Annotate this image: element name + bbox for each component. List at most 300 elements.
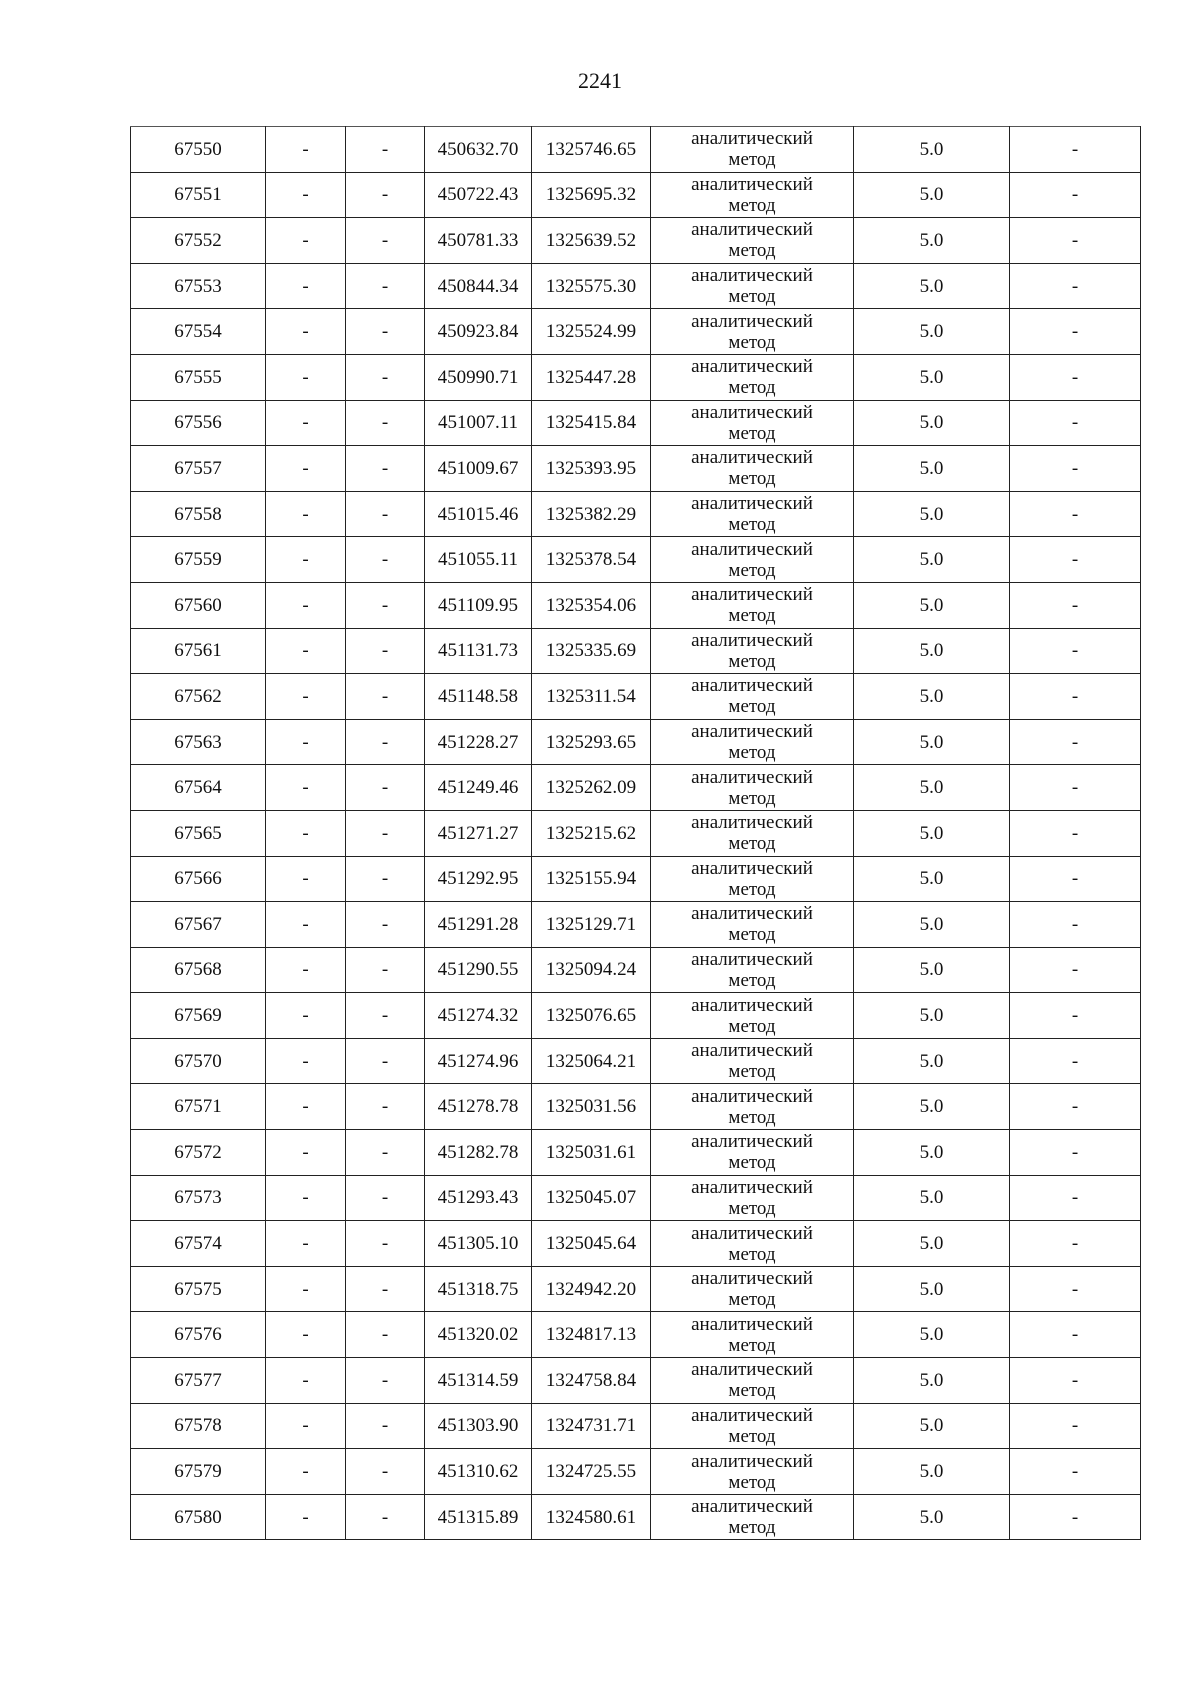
empty-value-cell: - <box>266 1358 346 1404</box>
empty-value-cell: - <box>1010 1175 1141 1221</box>
empty-value-cell: - <box>266 993 346 1039</box>
method-cell <box>651 1403 854 1449</box>
empty-value-cell: - <box>1010 1312 1141 1358</box>
empty-value-cell: - <box>1010 172 1141 218</box>
method-line-1: аналитический <box>691 173 813 195</box>
method-line-1: аналитический <box>691 948 813 970</box>
empty-value-cell: - <box>266 218 346 264</box>
y-coordinate-cell: 1325076.65 <box>532 993 651 1039</box>
y-coordinate-cell: 1325393.95 <box>532 446 651 492</box>
method-line-2: метод <box>728 377 776 399</box>
method-cell <box>651 1358 854 1404</box>
empty-value-cell: - <box>266 491 346 537</box>
accuracy-cell: 5.0 <box>854 1130 1010 1176</box>
y-coordinate-cell: 1325064.21 <box>532 1038 651 1084</box>
x-coordinate-cell: 451310.62 <box>425 1449 532 1495</box>
accuracy-cell: 5.0 <box>854 947 1010 993</box>
y-coordinate-cell: 1325335.69 <box>532 628 651 674</box>
table-row <box>131 537 1141 583</box>
method-line-1: аналитический <box>691 1359 813 1381</box>
empty-value-cell: - <box>346 1130 425 1176</box>
empty-value-cell: - <box>1010 537 1141 583</box>
method-cell <box>651 810 854 856</box>
empty-value-cell: - <box>1010 1266 1141 1312</box>
table-row <box>131 765 1141 811</box>
empty-value-cell: - <box>1010 947 1141 993</box>
table-row <box>131 719 1141 765</box>
table-row <box>131 810 1141 856</box>
x-coordinate-cell: 451228.27 <box>425 719 532 765</box>
method-cell <box>651 263 854 309</box>
x-coordinate-cell: 451007.11 <box>425 400 532 446</box>
empty-value-cell: - <box>1010 1038 1141 1084</box>
table-row <box>131 1312 1141 1358</box>
table-row <box>131 674 1141 720</box>
y-coordinate-cell: 1325293.65 <box>532 719 651 765</box>
empty-value-cell: - <box>346 354 425 400</box>
method-line-1: аналитический <box>691 766 813 788</box>
accuracy-cell: 5.0 <box>854 263 1010 309</box>
empty-value-cell: - <box>1010 354 1141 400</box>
empty-value-cell: - <box>1010 309 1141 355</box>
table-row <box>131 218 1141 264</box>
y-coordinate-cell: 1325746.65 <box>532 127 651 173</box>
point-number-cell: 67573 <box>131 1175 266 1221</box>
point-number-cell: 67574 <box>131 1221 266 1267</box>
empty-value-cell: - <box>1010 1358 1141 1404</box>
empty-value-cell: - <box>346 1084 425 1130</box>
point-number-cell: 67558 <box>131 491 266 537</box>
empty-value-cell: - <box>1010 446 1141 492</box>
x-coordinate-cell: 451291.28 <box>425 902 532 948</box>
method-line-2: метод <box>728 1243 776 1265</box>
x-coordinate-cell: 450844.34 <box>425 263 532 309</box>
empty-value-cell: - <box>1010 1130 1141 1176</box>
table-row <box>131 1175 1141 1221</box>
accuracy-cell: 5.0 <box>854 765 1010 811</box>
empty-value-cell: - <box>266 1221 346 1267</box>
empty-value-cell: - <box>346 1266 425 1312</box>
method-line-1: аналитический <box>691 675 813 697</box>
accuracy-cell: 5.0 <box>854 719 1010 765</box>
empty-value-cell: - <box>346 1494 425 1540</box>
x-coordinate-cell: 451148.58 <box>425 674 532 720</box>
method-line-2: метод <box>728 149 776 171</box>
empty-value-cell: - <box>266 263 346 309</box>
x-coordinate-cell: 451292.95 <box>425 856 532 902</box>
accuracy-cell: 5.0 <box>854 1494 1010 1540</box>
method-line-1: аналитический <box>691 629 813 651</box>
method-cell <box>651 1449 854 1495</box>
method-line-2: метод <box>728 422 776 444</box>
y-coordinate-cell: 1324942.20 <box>532 1266 651 1312</box>
empty-value-cell: - <box>346 172 425 218</box>
empty-value-cell: - <box>346 765 425 811</box>
empty-value-cell: - <box>266 400 346 446</box>
method-cell <box>651 1084 854 1130</box>
point-number-cell: 67569 <box>131 993 266 1039</box>
accuracy-cell: 5.0 <box>854 1449 1010 1495</box>
y-coordinate-cell: 1325031.61 <box>532 1130 651 1176</box>
method-cell <box>651 902 854 948</box>
method-line-2: метод <box>728 240 776 262</box>
empty-value-cell: - <box>266 765 346 811</box>
method-line-2: метод <box>728 514 776 536</box>
method-cell <box>651 765 854 811</box>
accuracy-cell: 5.0 <box>854 309 1010 355</box>
method-line-1: аналитический <box>691 1496 813 1518</box>
empty-value-cell: - <box>266 902 346 948</box>
method-line-2: метод <box>728 194 776 216</box>
table-row <box>131 1221 1141 1267</box>
empty-value-cell: - <box>266 1038 346 1084</box>
empty-value-cell: - <box>1010 1494 1141 1540</box>
table-row <box>131 582 1141 628</box>
method-line-1: аналитический <box>691 1176 813 1198</box>
method-line-2: метод <box>728 742 776 764</box>
x-coordinate-cell: 451278.78 <box>425 1084 532 1130</box>
method-line-1: аналитический <box>691 265 813 287</box>
method-line-2: метод <box>728 1197 776 1219</box>
empty-value-cell: - <box>1010 1403 1141 1449</box>
method-line-2: метод <box>728 650 776 672</box>
x-coordinate-cell: 451315.89 <box>425 1494 532 1540</box>
y-coordinate-cell: 1324758.84 <box>532 1358 651 1404</box>
accuracy-cell: 5.0 <box>854 993 1010 1039</box>
method-line-1: аналитический <box>691 857 813 879</box>
point-number-cell: 67559 <box>131 537 266 583</box>
empty-value-cell: - <box>266 354 346 400</box>
method-cell <box>651 127 854 173</box>
accuracy-cell: 5.0 <box>854 810 1010 856</box>
method-line-1: аналитический <box>691 401 813 423</box>
x-coordinate-cell: 450781.33 <box>425 218 532 264</box>
x-coordinate-cell: 450923.84 <box>425 309 532 355</box>
accuracy-cell: 5.0 <box>854 1038 1010 1084</box>
empty-value-cell: - <box>346 1221 425 1267</box>
point-number-cell: 67576 <box>131 1312 266 1358</box>
table-row <box>131 856 1141 902</box>
method-line-2: метод <box>728 696 776 718</box>
accuracy-cell: 5.0 <box>854 902 1010 948</box>
point-number-cell: 67553 <box>131 263 266 309</box>
empty-value-cell: - <box>1010 1221 1141 1267</box>
method-line-2: метод <box>728 924 776 946</box>
method-cell <box>651 172 854 218</box>
empty-value-cell: - <box>346 993 425 1039</box>
empty-value-cell: - <box>346 1403 425 1449</box>
empty-value-cell: - <box>346 1175 425 1221</box>
empty-value-cell: - <box>1010 582 1141 628</box>
table-row <box>131 446 1141 492</box>
table-row <box>131 172 1141 218</box>
empty-value-cell: - <box>346 537 425 583</box>
point-number-cell: 67571 <box>131 1084 266 1130</box>
empty-value-cell: - <box>346 719 425 765</box>
empty-value-cell: - <box>266 1175 346 1221</box>
table-row <box>131 1084 1141 1130</box>
y-coordinate-cell: 1324725.55 <box>532 1449 651 1495</box>
empty-value-cell: - <box>1010 400 1141 446</box>
method-cell <box>651 446 854 492</box>
empty-value-cell: - <box>346 856 425 902</box>
accuracy-cell: 5.0 <box>854 491 1010 537</box>
method-line-1: аналитический <box>691 447 813 469</box>
point-number-cell: 67562 <box>131 674 266 720</box>
method-cell <box>651 1038 854 1084</box>
x-coordinate-cell: 450632.70 <box>425 127 532 173</box>
point-number-cell: 67575 <box>131 1266 266 1312</box>
y-coordinate-cell: 1324731.71 <box>532 1403 651 1449</box>
empty-value-cell: - <box>266 674 346 720</box>
method-cell <box>651 993 854 1039</box>
method-line-1: аналитический <box>691 994 813 1016</box>
table-row <box>131 491 1141 537</box>
point-number-cell: 67578 <box>131 1403 266 1449</box>
point-number-cell: 67551 <box>131 172 266 218</box>
table-row <box>131 309 1141 355</box>
empty-value-cell: - <box>1010 810 1141 856</box>
y-coordinate-cell: 1325575.30 <box>532 263 651 309</box>
x-coordinate-cell: 451290.55 <box>425 947 532 993</box>
method-cell <box>651 856 854 902</box>
method-line-1: аналитический <box>691 1450 813 1472</box>
y-coordinate-cell: 1325447.28 <box>532 354 651 400</box>
x-coordinate-cell: 451274.32 <box>425 993 532 1039</box>
empty-value-cell: - <box>1010 856 1141 902</box>
method-cell <box>651 309 854 355</box>
table-row <box>131 993 1141 1039</box>
empty-value-cell: - <box>346 1358 425 1404</box>
empty-value-cell: - <box>266 628 346 674</box>
point-number-cell: 67565 <box>131 810 266 856</box>
empty-value-cell: - <box>346 263 425 309</box>
x-coordinate-cell: 450722.43 <box>425 172 532 218</box>
table-row <box>131 947 1141 993</box>
table-row <box>131 1038 1141 1084</box>
accuracy-cell: 5.0 <box>854 628 1010 674</box>
method-line-2: метод <box>728 1152 776 1174</box>
table-body <box>131 127 1141 1540</box>
method-line-1: аналитический <box>691 493 813 515</box>
empty-value-cell: - <box>346 947 425 993</box>
x-coordinate-cell: 451282.78 <box>425 1130 532 1176</box>
method-cell <box>651 400 854 446</box>
method-cell <box>651 582 854 628</box>
method-line-1: аналитический <box>691 1085 813 1107</box>
accuracy-cell: 5.0 <box>854 354 1010 400</box>
accuracy-cell: 5.0 <box>854 1403 1010 1449</box>
method-cell <box>651 1494 854 1540</box>
empty-value-cell: - <box>346 902 425 948</box>
x-coordinate-cell: 451009.67 <box>425 446 532 492</box>
coordinates-table <box>130 126 1141 1540</box>
empty-value-cell: - <box>346 1038 425 1084</box>
x-coordinate-cell: 451318.75 <box>425 1266 532 1312</box>
table-row <box>131 902 1141 948</box>
method-line-1: аналитический <box>691 310 813 332</box>
x-coordinate-cell: 451015.46 <box>425 491 532 537</box>
table-row <box>131 1449 1141 1495</box>
y-coordinate-cell: 1325378.54 <box>532 537 651 583</box>
method-cell <box>651 537 854 583</box>
empty-value-cell: - <box>1010 491 1141 537</box>
point-number-cell: 67564 <box>131 765 266 811</box>
accuracy-cell: 5.0 <box>854 446 1010 492</box>
empty-value-cell: - <box>266 810 346 856</box>
method-line-2: метод <box>728 1380 776 1402</box>
method-line-2: метод <box>728 787 776 809</box>
y-coordinate-cell: 1325524.99 <box>532 309 651 355</box>
x-coordinate-cell: 451314.59 <box>425 1358 532 1404</box>
empty-value-cell: - <box>266 1449 346 1495</box>
y-coordinate-cell: 1325262.09 <box>532 765 651 811</box>
empty-value-cell: - <box>1010 765 1141 811</box>
x-coordinate-cell: 451305.10 <box>425 1221 532 1267</box>
empty-value-cell: - <box>1010 902 1141 948</box>
empty-value-cell: - <box>1010 1449 1141 1495</box>
x-coordinate-cell: 451293.43 <box>425 1175 532 1221</box>
point-number-cell: 67566 <box>131 856 266 902</box>
accuracy-cell: 5.0 <box>854 127 1010 173</box>
accuracy-cell: 5.0 <box>854 856 1010 902</box>
empty-value-cell: - <box>1010 993 1141 1039</box>
point-number-cell: 67563 <box>131 719 266 765</box>
method-line-2: метод <box>728 1015 776 1037</box>
empty-value-cell: - <box>266 719 346 765</box>
accuracy-cell: 5.0 <box>854 1312 1010 1358</box>
empty-value-cell: - <box>266 947 346 993</box>
point-number-cell: 67572 <box>131 1130 266 1176</box>
y-coordinate-cell: 1325382.29 <box>532 491 651 537</box>
table-row <box>131 1358 1141 1404</box>
x-coordinate-cell: 451109.95 <box>425 582 532 628</box>
accuracy-cell: 5.0 <box>854 674 1010 720</box>
method-line-2: метод <box>728 1106 776 1128</box>
x-coordinate-cell: 451249.46 <box>425 765 532 811</box>
accuracy-cell: 5.0 <box>854 218 1010 264</box>
point-number-cell: 67552 <box>131 218 266 264</box>
method-cell <box>651 719 854 765</box>
y-coordinate-cell: 1325415.84 <box>532 400 651 446</box>
x-coordinate-cell: 451320.02 <box>425 1312 532 1358</box>
table-row <box>131 400 1141 446</box>
method-line-1: аналитический <box>691 1313 813 1335</box>
method-line-2: метод <box>728 1289 776 1311</box>
method-line-1: аналитический <box>691 1040 813 1062</box>
method-line-2: метод <box>728 1425 776 1447</box>
accuracy-cell: 5.0 <box>854 1358 1010 1404</box>
empty-value-cell: - <box>346 309 425 355</box>
method-line-1: аналитический <box>691 584 813 606</box>
method-line-2: метод <box>728 833 776 855</box>
x-coordinate-cell: 451303.90 <box>425 1403 532 1449</box>
method-line-1: аналитический <box>691 538 813 560</box>
point-number-cell: 67580 <box>131 1494 266 1540</box>
empty-value-cell: - <box>266 1494 346 1540</box>
empty-value-cell: - <box>1010 1084 1141 1130</box>
table-row <box>131 263 1141 309</box>
point-number-cell: 67579 <box>131 1449 266 1495</box>
accuracy-cell: 5.0 <box>854 400 1010 446</box>
method-cell <box>651 628 854 674</box>
point-number-cell: 67555 <box>131 354 266 400</box>
method-cell <box>651 1221 854 1267</box>
method-cell <box>651 674 854 720</box>
accuracy-cell: 5.0 <box>854 1084 1010 1130</box>
point-number-cell: 67556 <box>131 400 266 446</box>
table-row <box>131 1494 1141 1540</box>
x-coordinate-cell: 451271.27 <box>425 810 532 856</box>
accuracy-cell: 5.0 <box>854 582 1010 628</box>
empty-value-cell: - <box>1010 127 1141 173</box>
method-line-1: аналитический <box>691 128 813 150</box>
empty-value-cell: - <box>1010 218 1141 264</box>
point-number-cell: 67570 <box>131 1038 266 1084</box>
empty-value-cell: - <box>266 309 346 355</box>
y-coordinate-cell: 1325031.56 <box>532 1084 651 1130</box>
method-cell <box>651 218 854 264</box>
method-line-1: аналитический <box>691 1404 813 1426</box>
accuracy-cell: 5.0 <box>854 1266 1010 1312</box>
table-row <box>131 127 1141 173</box>
empty-value-cell: - <box>266 1266 346 1312</box>
accuracy-cell: 5.0 <box>854 1175 1010 1221</box>
empty-value-cell: - <box>1010 674 1141 720</box>
empty-value-cell: - <box>346 628 425 674</box>
empty-value-cell: - <box>346 582 425 628</box>
y-coordinate-cell: 1325695.32 <box>532 172 651 218</box>
method-line-2: метод <box>728 286 776 308</box>
empty-value-cell: - <box>266 1403 346 1449</box>
method-line-2: метод <box>728 878 776 900</box>
method-line-2: метод <box>728 1471 776 1493</box>
method-cell <box>651 491 854 537</box>
y-coordinate-cell: 1325354.06 <box>532 582 651 628</box>
point-number-cell: 67550 <box>131 127 266 173</box>
method-line-2: метод <box>728 1517 776 1539</box>
empty-value-cell: - <box>346 1449 425 1495</box>
point-number-cell: 67554 <box>131 309 266 355</box>
y-coordinate-cell: 1325045.07 <box>532 1175 651 1221</box>
page-number: 2241 <box>578 68 622 93</box>
method-line-1: аналитический <box>691 1268 813 1290</box>
empty-value-cell: - <box>266 582 346 628</box>
method-line-2: метод <box>728 1061 776 1083</box>
x-coordinate-cell: 451274.96 <box>425 1038 532 1084</box>
y-coordinate-cell: 1324817.13 <box>532 1312 651 1358</box>
y-coordinate-cell: 1324580.61 <box>532 1494 651 1540</box>
empty-value-cell: - <box>346 446 425 492</box>
x-coordinate-cell: 450990.71 <box>425 354 532 400</box>
table-row <box>131 1266 1141 1312</box>
method-cell <box>651 1266 854 1312</box>
empty-value-cell: - <box>266 1312 346 1358</box>
method-cell <box>651 947 854 993</box>
empty-value-cell: - <box>346 218 425 264</box>
empty-value-cell: - <box>266 446 346 492</box>
method-line-2: метод <box>728 605 776 627</box>
method-cell <box>651 1130 854 1176</box>
empty-value-cell: - <box>346 810 425 856</box>
method-line-1: аналитический <box>691 219 813 241</box>
table-row <box>131 1130 1141 1176</box>
method-line-2: метод <box>728 331 776 353</box>
y-coordinate-cell: 1325215.62 <box>532 810 651 856</box>
table-row <box>131 354 1141 400</box>
empty-value-cell: - <box>266 127 346 173</box>
method-line-1: аналитический <box>691 1222 813 1244</box>
